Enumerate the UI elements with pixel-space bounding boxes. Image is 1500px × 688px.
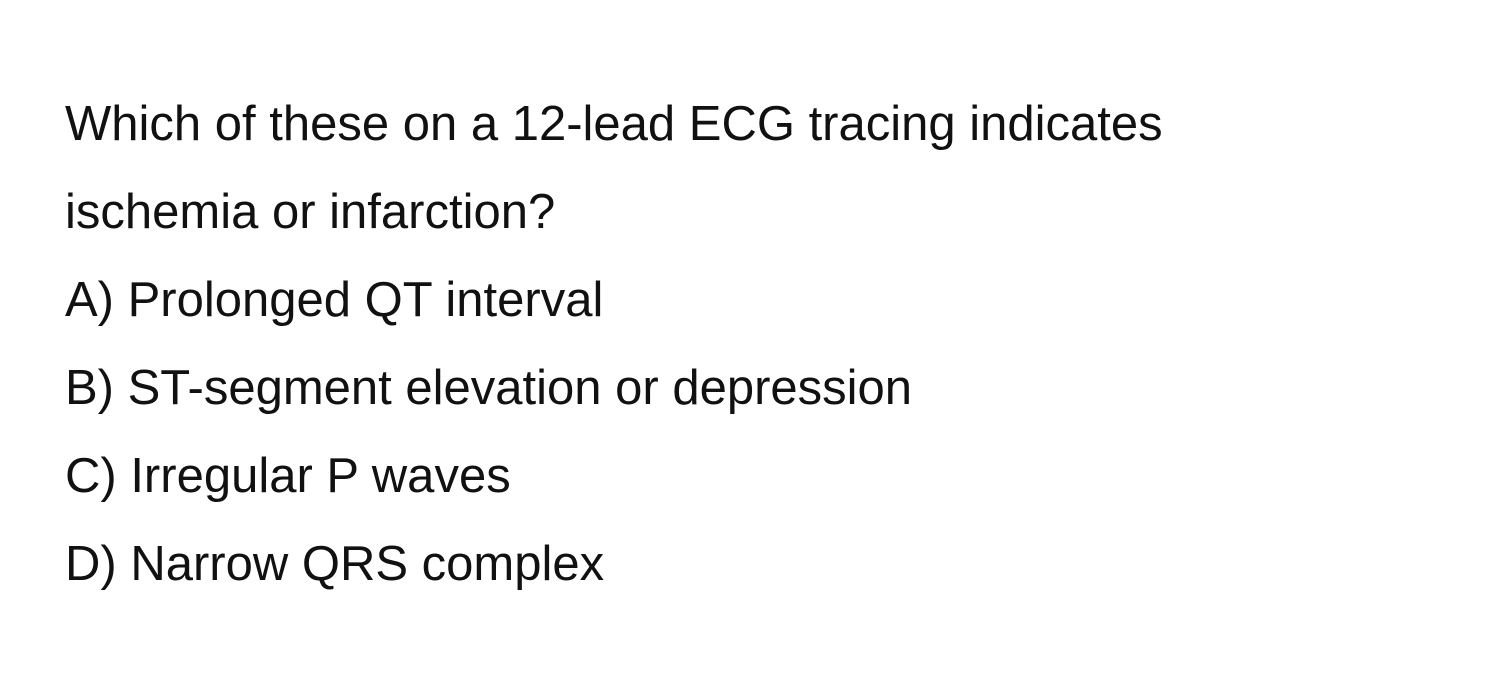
question-text-line-1: Which of these on a 12-lead ECG tracing indicates bbox=[65, 97, 1163, 151]
option-a: A) Prolonged QT interval bbox=[65, 273, 604, 327]
option-d: D) Narrow QRS complex bbox=[65, 537, 605, 591]
option-b: B) ST-segment elevation or depression bbox=[65, 361, 913, 415]
option-c: C) Irregular P waves bbox=[65, 449, 511, 503]
question-block bbox=[65, 80, 1445, 608]
question-text-line-2: ischemia or infarction? bbox=[65, 185, 556, 239]
